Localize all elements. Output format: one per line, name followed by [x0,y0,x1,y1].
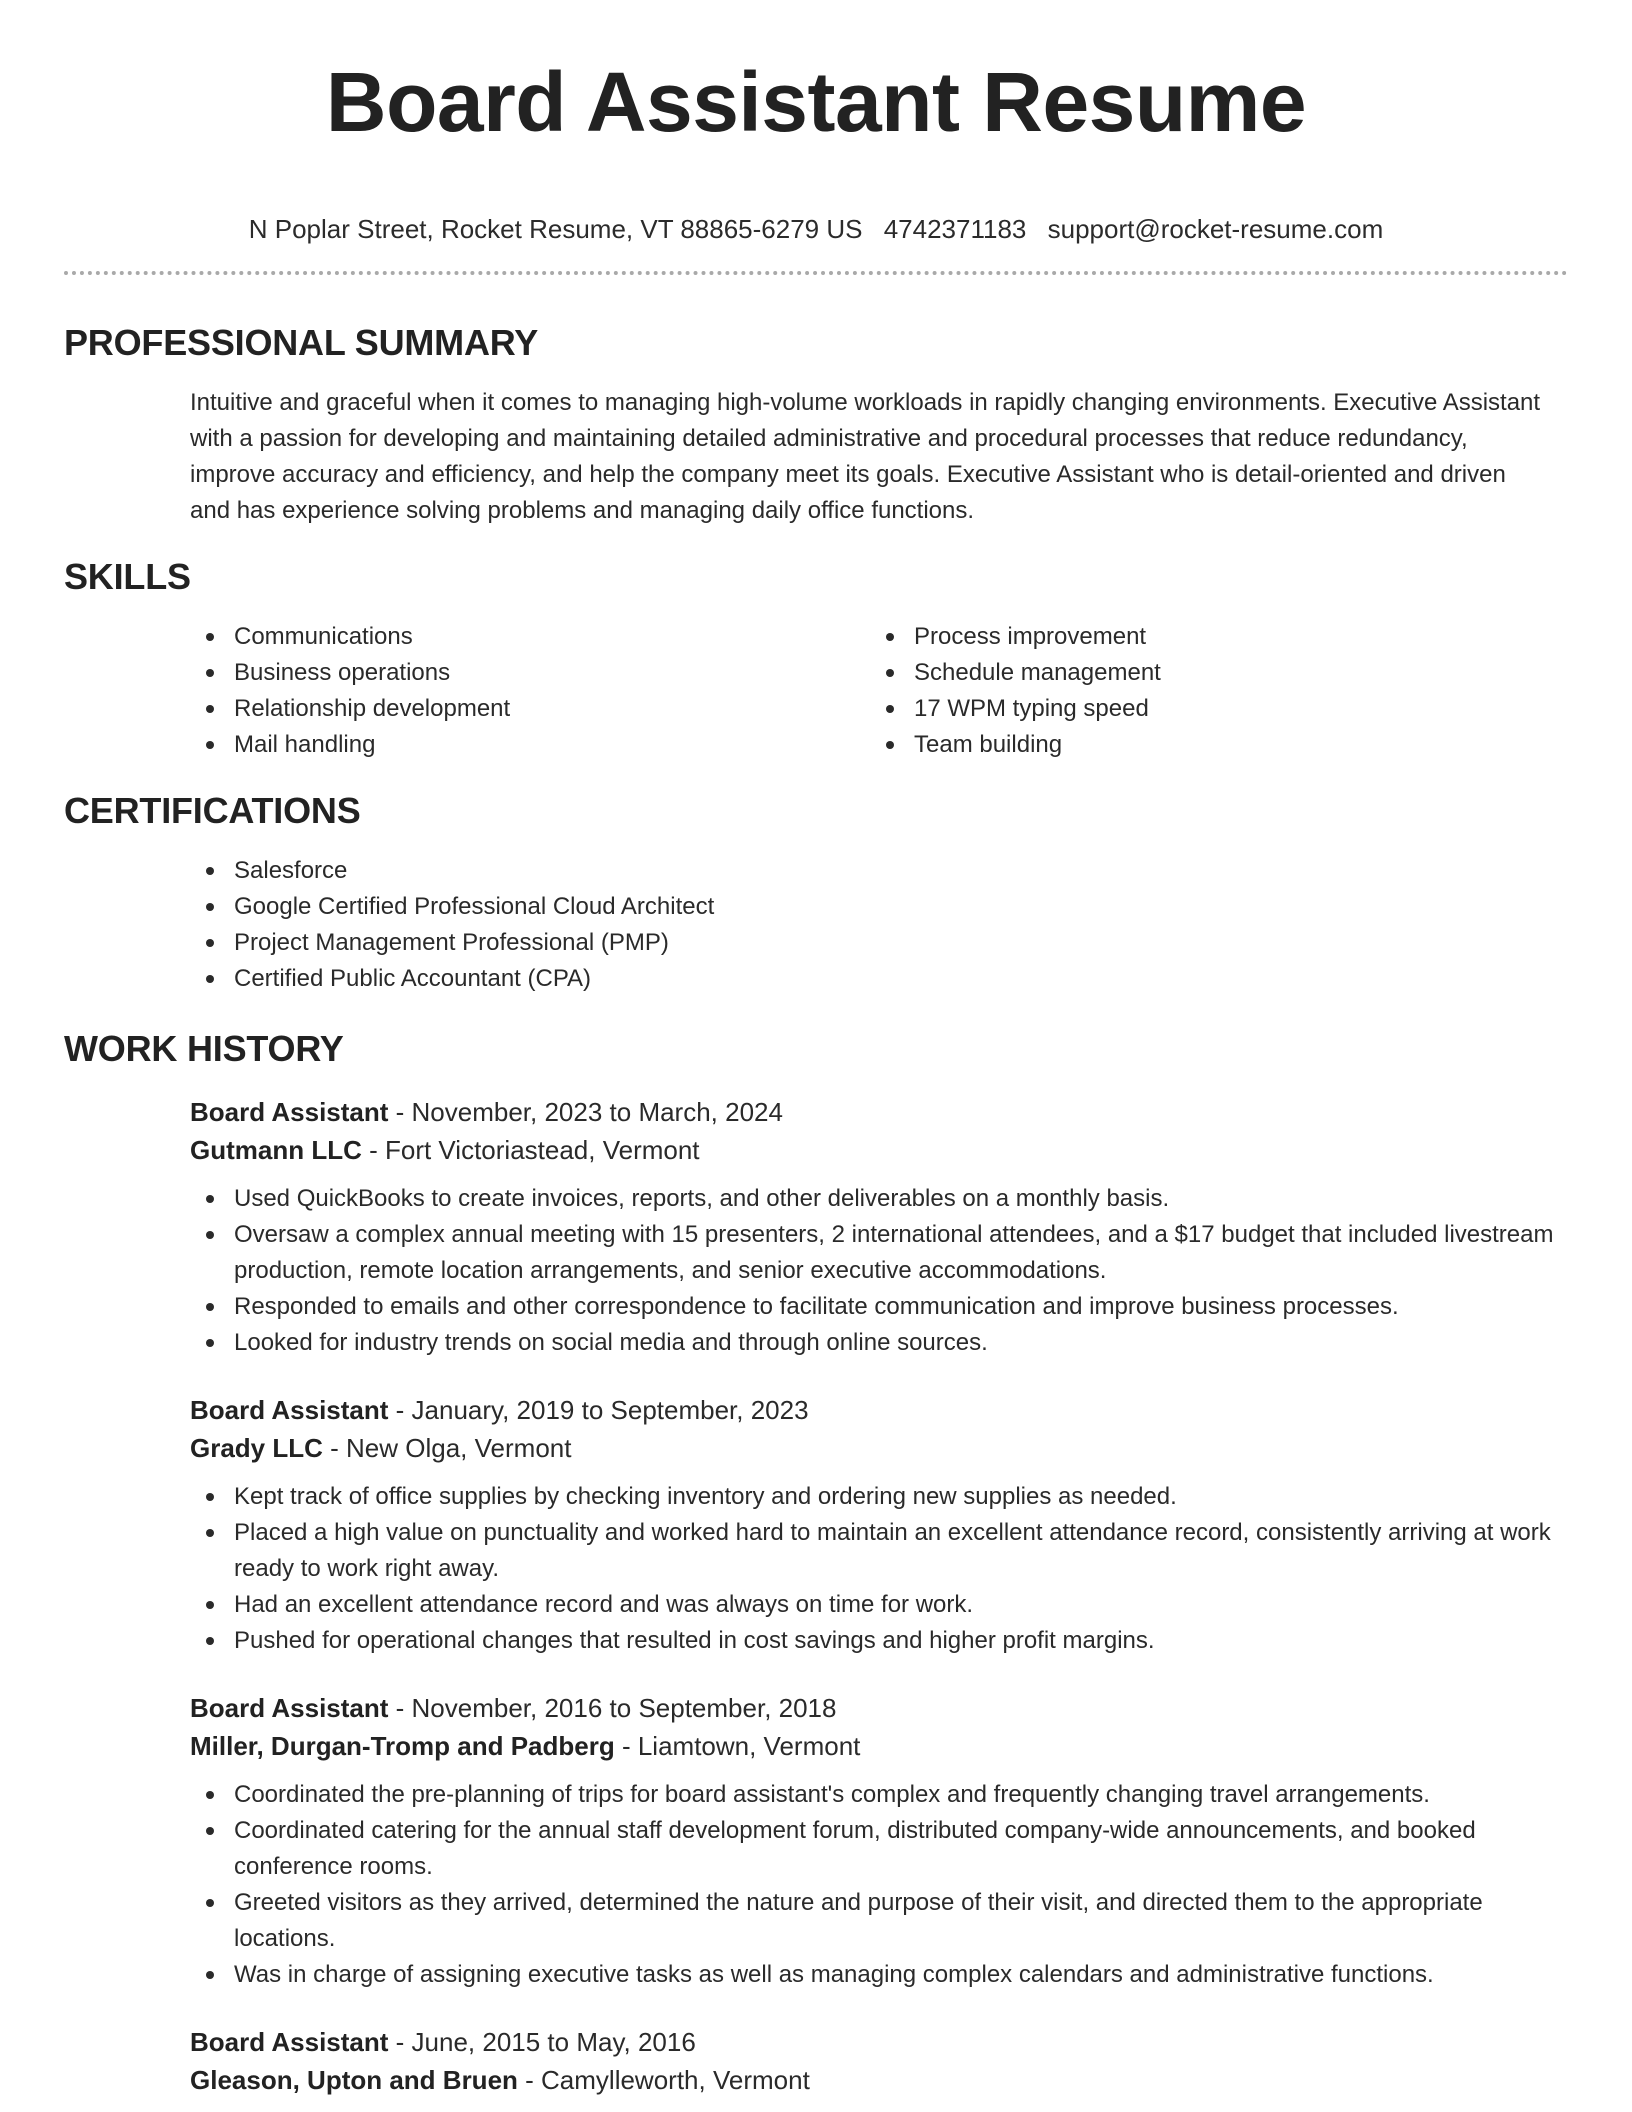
job-entry [190,1689,1568,1993]
section-title-certifications: CERTIFICATIONS [64,790,361,831]
job-bullet: Greeted visitors as they arrived, determined the nature and purpose of their visit, and directed them to the appropriate locations. [190,1885,1568,1957]
section-title-work-history: WORK HISTORY [64,1028,344,1069]
job-role: Board Assistant [190,1693,389,1723]
contact-email: support@rocket-resume.com [1047,214,1384,244]
skill-item: Communications [190,619,870,655]
job-title-line [190,2023,1568,2061]
job-bullet: Had an excellent attendance record and was always on time for work. [190,1587,1568,1623]
skills-column-left [190,619,870,763]
contact-address: N Poplar Street, Rocket Resume, VT 88865-6279 US [248,214,863,244]
contact-phone: 4742371183 [883,214,1027,244]
skill-item: Team building [870,727,1550,763]
job-dates: - November, 2016 to September, 2018 [388,1693,837,1723]
job-bullet: Pushed for operational changes that resulted in cost savings and higher profit margins. [190,1623,1568,1659]
job-dates: - June, 2015 to May, 2016 [388,2027,696,2057]
job-company-line [190,1131,1568,1169]
resume-title: Board Assistant Resume [325,55,1307,149]
job-bullet: Looked for industry trends on social media and through online sources. [190,1325,1568,1361]
skills-list [190,619,1568,763]
job-title-line [190,1391,1568,1429]
job-company: Miller, Durgan-Tromp and Padberg [190,1731,615,1761]
job-location: - Camylleworth, Vermont [517,2065,810,2095]
job-entry [190,1391,1568,1659]
job-dates: - November, 2023 to March, 2024 [388,1097,783,1127]
job-company-line [190,2061,1568,2099]
job-bullet: Kept track of office supplies by checking inventory and ordering new supplies as needed. [190,1479,1568,1515]
job-company: Gutmann LLC [190,1135,362,1165]
skill-item: 17 WPM typing speed [870,691,1550,727]
section-title-skills: SKILLS [64,556,191,597]
skills-column-right [870,619,1550,763]
skill-item: Process improvement [870,619,1550,655]
header-divider [64,271,1568,275]
job-bullet: Coordinated the pre-planning of trips for board assistant's complex and frequently changing travel arrangements. [190,1777,1568,1813]
summary-text: Intuitive and graceful when it comes to managing high-volume workloads in rapidly changing environments. Executive Assistant with a passion for developing and maintaining detailed administrative and procedural processes that reduce redundancy, improve accuracy and efficiency, and help the company meet its goals. Executive Assistant who is detail-oriented and driven and has experience solving problems and managing daily office functions. [190,389,1541,524]
certifications-list [190,853,1568,997]
job-bullets [190,1777,1568,1993]
certification-item: Google Certified Professional Cloud Architect [190,889,1568,925]
skill-item: Relationship development [190,691,870,727]
job-location: - Liamtown, Vermont [614,1731,861,1761]
job-bullet: Placed a high value on punctuality and worked hard to maintain an excellent attendance record, consistently arriving at work ready to work right away. [190,1515,1568,1587]
job-bullet: Oversaw a complex annual meeting with 15 presenters, 2 international attendees, and a $17 budget that included livestream production, remote location arrangements, and senior executive accommodations. [190,1217,1568,1289]
job-role: Board Assistant [190,2027,389,2057]
job-dates: - January, 2019 to September, 2023 [388,1395,809,1425]
job-title-line [190,1689,1568,1727]
job-company: Grady LLC [190,1433,323,1463]
job-company-line [190,1727,1568,1765]
contact-line [64,214,1568,244]
certification-item: Certified Public Accountant (CPA) [190,961,1568,997]
job-role: Board Assistant [190,1097,389,1127]
certification-item: Salesforce [190,853,1568,889]
job-company-line [190,1429,1568,1467]
job-company: Gleason, Upton and Bruen [190,2065,518,2095]
job-role: Board Assistant [190,1395,389,1425]
skill-item: Business operations [190,655,870,691]
job-location: - New Olga, Vermont [322,1433,572,1463]
job-entry [190,1093,1568,1361]
job-entry [190,2023,1568,2099]
job-bullet: Used QuickBooks to create invoices, reports, and other deliverables on a monthly basis. [190,1181,1568,1217]
job-bullets [190,1181,1568,1361]
section-title-summary: PROFESSIONAL SUMMARY [64,322,539,363]
job-title-line [190,1093,1568,1131]
job-bullet: Responded to emails and other correspondence to facilitate communication and improve business processes. [190,1289,1568,1325]
skill-item: Schedule management [870,655,1550,691]
job-location: - Fort Victoriastead, Vermont [361,1135,700,1165]
skill-item: Mail handling [190,727,870,763]
job-bullets [190,1479,1568,1659]
job-bullet: Coordinated catering for the annual staff development forum, distributed company-wide announcements, and booked conference rooms. [190,1813,1568,1885]
job-bullet: Was in charge of assigning executive tasks as well as managing complex calendars and administrative functions. [190,1957,1568,1993]
certification-item: Project Management Professional (PMP) [190,925,1568,961]
